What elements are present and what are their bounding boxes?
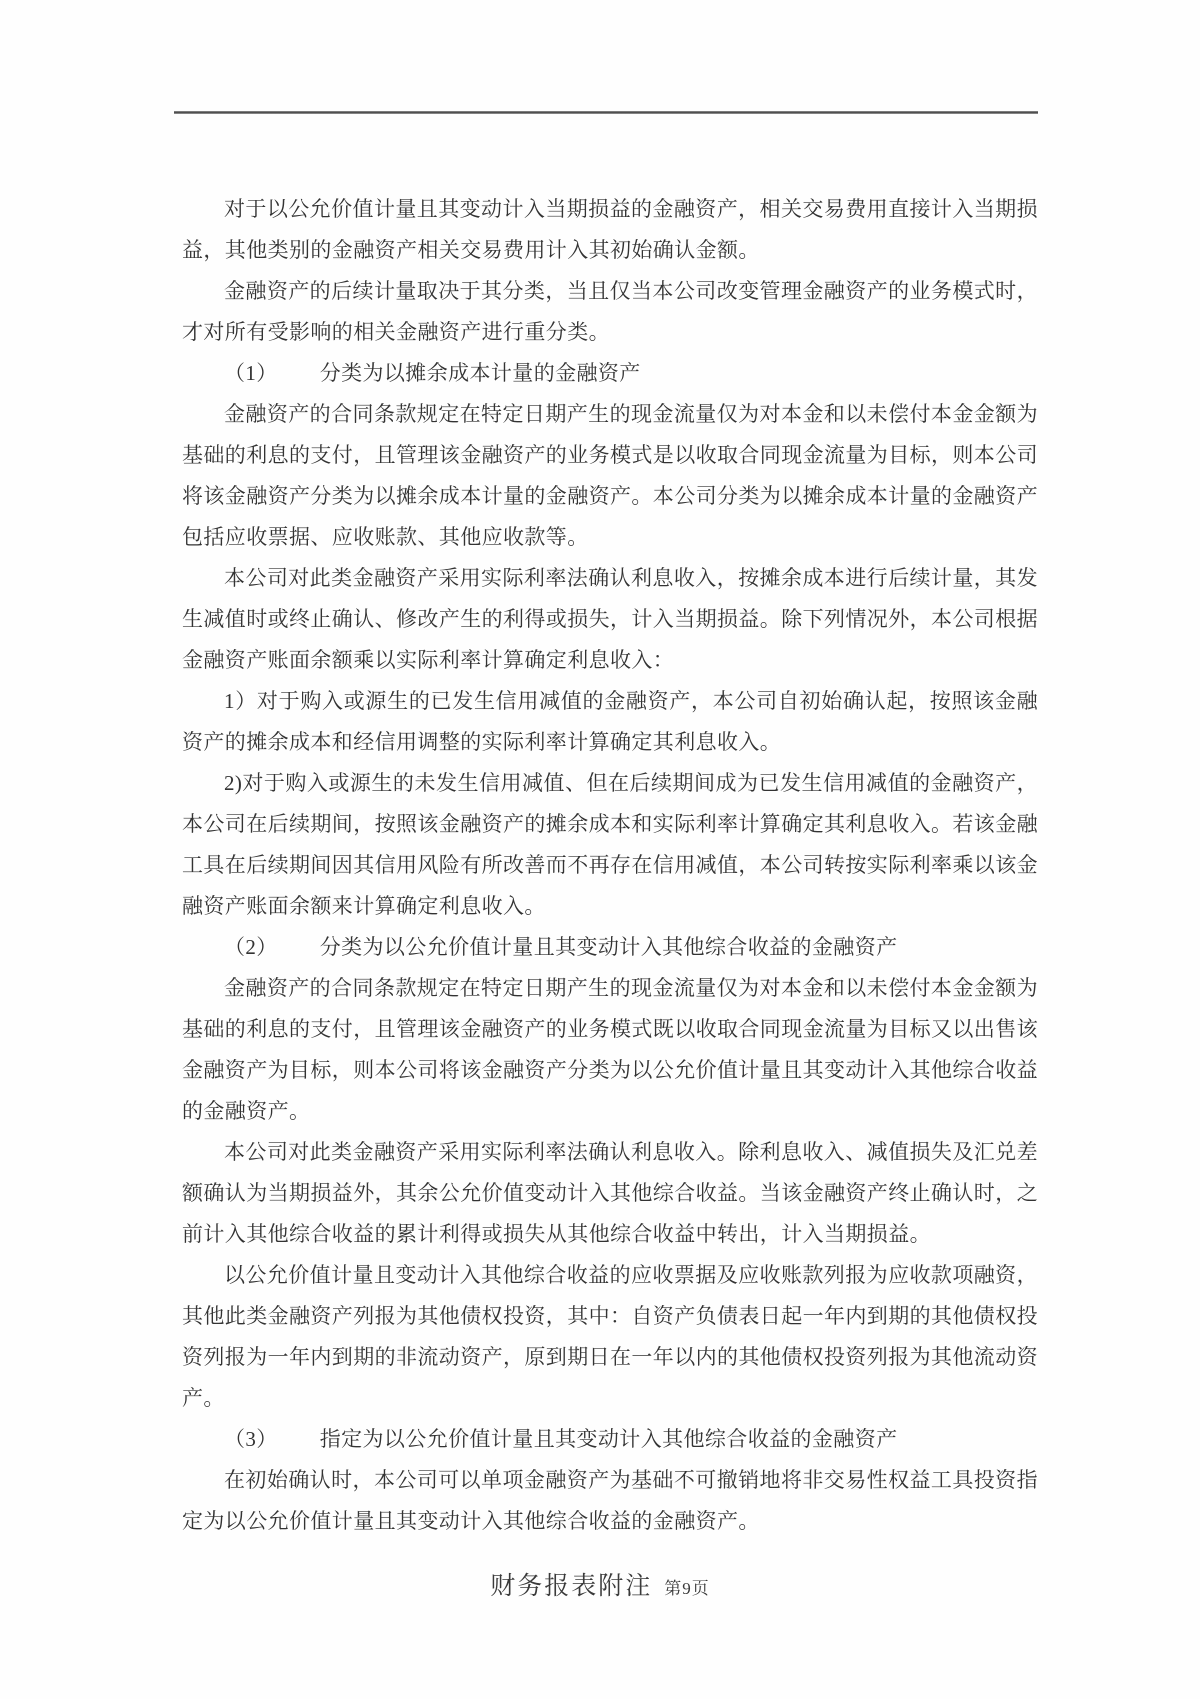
paragraph: 金融资产的后续计量取决于其分类，当且仅当本公司改变管理金融资产的业务模式时，才对所有受影响的相关金融资产进行重分类。 [182, 279, 1038, 344]
paragraph: 1）对于购入或源生的已发生信用减值的金融资产，本公司自初始确认起，按照该金融资产的摊余成本和经信用调整的实际利率计算确定其利息收入。 [182, 689, 1038, 754]
document-body [182, 189, 1038, 1542]
paragraph: 本公司对此类金融资产采用实际利率法确认利息收入，按摊余成本进行后续计量，其发生减值时或终止确认、修改产生的利得或损失，计入当期损益。除下列情况外，本公司根据金融资产账面余额乘以实际利率计算确定利息收入： [182, 566, 1038, 672]
header-rule [174, 111, 1038, 114]
section-heading-2 [182, 927, 1038, 968]
page-footer [0, 1566, 1200, 1602]
paragraph: 以公允价值计量且变动计入其他综合收益的应收票据及应收账款列报为应收款项融资，其他此类金融资产列报为其他债权投资，其中：自资产负债表日起一年内到期的其他债权投资列报为一年内到期的非流动资产，原到期日在一年以内的其他债权投资列报为其他流动资产。 [182, 1263, 1038, 1410]
footer-page-number: 第9页 [664, 1579, 710, 1598]
section-heading-3 [182, 1419, 1038, 1460]
paragraph: 对于以公允价值计量且其变动计入当期损益的金融资产，相关交易费用直接计入当期损益，其他类别的金融资产相关交易费用计入其初始确认金额。 [182, 197, 1038, 262]
section-title: 指定为以公允价值计量且其变动计入其他综合收益的金融资产 [319, 1427, 898, 1451]
paragraph: 金融资产的合同条款规定在特定日期产生的现金流量仅为对本金和以未偿付本金金额为基础的利息的支付，且管理该金融资产的业务模式既以收取合同现金流量为目标又以出售该金融资产为目标，则本公司将该金融资产分类为以公允价值计量且其变动计入其他综合收益的金融资产。 [182, 976, 1038, 1123]
section-number: （3） [224, 1427, 278, 1451]
section-title: 分类为以摊余成本计量的金融资产 [319, 361, 641, 385]
section-number: （1） [224, 361, 278, 385]
section-number: （2） [224, 935, 278, 959]
paragraph: 2)对于购入或源生的未发生信用减值、但在后续期间成为已发生信用减值的金融资产，本公司在后续期间，按照该金融资产的摊余成本和实际利率计算确定其利息收入。若该金融工具在后续期间因其信用风险有所改善而不再存在信用减值，本公司转按实际利率乘以该金融资产账面余额来计算确定利息收入。 [182, 771, 1038, 918]
section-title: 分类为以公允价值计量且其变动计入其他综合收益的金融资产 [319, 935, 898, 959]
paragraph: 在初始确认时，本公司可以单项金融资产为基础不可撤销地将非交易性权益工具投资指定为以公允价值计量且其变动计入其他综合收益的金融资产。 [182, 1468, 1038, 1533]
footer-title: 财务报表附注 [490, 1573, 653, 1600]
section-heading-1 [182, 353, 1038, 394]
paragraph: 本公司对此类金融资产采用实际利率法确认利息收入。除利息收入、减值损失及汇兑差额确认为当期损益外，其余公允价值变动计入其他综合收益。当该金融资产终止确认时，之前计入其他综合收益的累计利得或损失从其他综合收益中转出，计入当期损益。 [182, 1140, 1038, 1246]
paragraph: 金融资产的合同条款规定在特定日期产生的现金流量仅为对本金和以未偿付本金金额为基础的利息的支付，且管理该金融资产的业务模式是以收取合同现金流量为目标，则本公司将该金融资产分类为以摊余成本计量的金融资产。本公司分类为以摊余成本计量的金融资产包括应收票据、应收账款、其他应收款等。 [182, 402, 1038, 549]
